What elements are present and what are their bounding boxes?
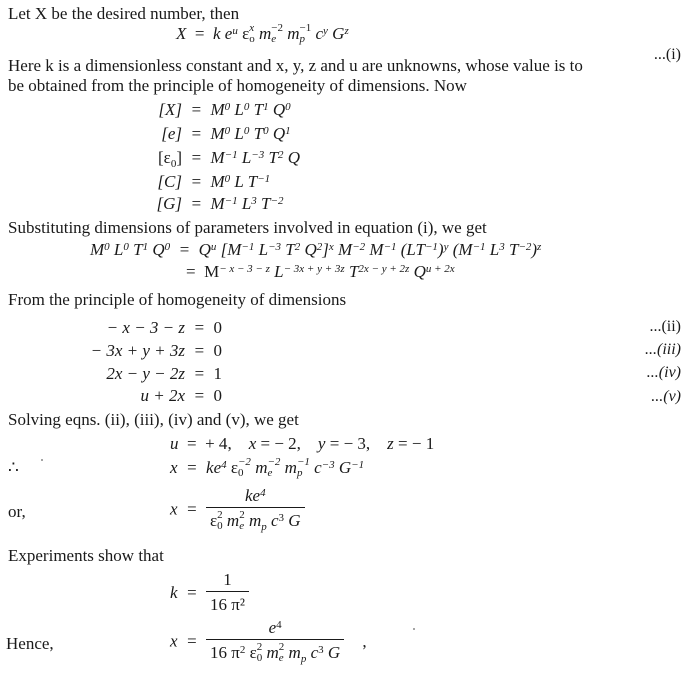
equation-label-ii: ...(ii) — [649, 318, 681, 335]
substitution-text: Substituting dimensions of parameters involved in equation (i), we get — [8, 218, 487, 237]
k-fraction: k = $\frac{1}{\text{16 π²}}$ — [170, 570, 249, 616]
substitution-equation: $M^0$ $L^0$ $T^1$ $Q^0 = Q^u$ [$M^{-1}$ $L^{-3}$ $T^2$ $Q^2]^x$ $M^{-2}$ $M^{-1}$ $(LT^{-1})^y$ ($M^{-1}$ $L^3$ $T^{-2})^z$ — [90, 240, 542, 259]
intro-line: Let X be the desired number, then — [8, 4, 240, 23]
dimension-row: $[e] = M^0$ $L^0$ $T^0$ $Q^1$ — [161, 124, 291, 143]
equation-iv: 2x − y − 2z = 1 — [106, 364, 222, 383]
solving-text: Solving eqns. (ii), (iii), (iv) and (v), we get — [8, 410, 299, 429]
dimension-row: $[G] = M^{-1}$ $L^3$ $T^{-2}$ — [156, 194, 284, 213]
final-expression: x = $e^4$ 16 $\pi^2$ ε 2 0 m 2 e $m_p$ $c^3$ G , — [170, 618, 367, 665]
fraction: $ke^4$ ε 2 0 m 2 e $m_p$ $c^3$ G — [206, 486, 305, 533]
intro-paragraph-2: be obtained from the principle of homogeneity of dimensions. Now — [8, 76, 467, 95]
intro-paragraph: Here k is a dimensionless constant and x, y, z and u are unknowns, whose value is to — [8, 56, 583, 75]
fraction: $\frac{1}{\text{16 π²}}$ — [206, 570, 249, 616]
equation-label-iii: ...(iii) — [645, 341, 681, 358]
equation-iii: − 3x + y + 3z = 0 — [90, 341, 222, 360]
or-label: or, — [8, 502, 26, 521]
stray-mark — [413, 628, 415, 630]
dimension-row: $[\varepsilon_0] = M^{-1}$ $L^{-3}$ $T^2$ Q — [158, 148, 300, 170]
experiments-text: Experiments show that — [8, 546, 164, 565]
equation-ii: − x − 3 − z = 0 — [106, 318, 222, 337]
equation-v: u + 2x = 0 — [140, 386, 222, 405]
therefore-symbol: ∴ — [8, 458, 19, 477]
fraction: $e^4$ 16 $\pi^2$ ε 2 0 m 2 e $m_p$ $c^3$ G — [206, 618, 344, 665]
dimension-row: $[X] = M^0$ $L^0$ $T^1$ $Q^0$ — [158, 100, 291, 119]
homogeneity-text: From the principle of homogeneity of dimensions — [8, 290, 347, 309]
equation-label-v: ...(v) — [651, 388, 681, 405]
equation-label-i: ...(i) — [653, 46, 681, 63]
equation-i: X = k $e^u$ ε x o m −2 e m −1 p $c^y$ $G^z$ — [176, 22, 349, 46]
x-fraction: x = $ke^4$ ε 2 0 m 2 e $m_p$ $c^3$ G — [170, 486, 305, 533]
stray-mark — [41, 459, 43, 461]
equation-label-iv: ...(iv) — [646, 364, 681, 381]
x-expression: $x = ke^4$ ε −2 0 m −2 e m −1 p $c^{-3}$ $G^{-1}$ — [170, 456, 365, 480]
dimension-row: $[C] = M^0$ L $T^{-1}$ — [157, 172, 271, 191]
substitution-result: = $M^{- x - 3 - z}$ $L^{- 3x + y + 3z}$ $T^{2x - y + 2z}$ $Q^{u + 2x}$ — [186, 262, 455, 281]
solution-values: u = + 4, x = − 2, y = − 3, z = − 1 — [170, 434, 435, 453]
hence-label: Hence, — [6, 634, 54, 653]
